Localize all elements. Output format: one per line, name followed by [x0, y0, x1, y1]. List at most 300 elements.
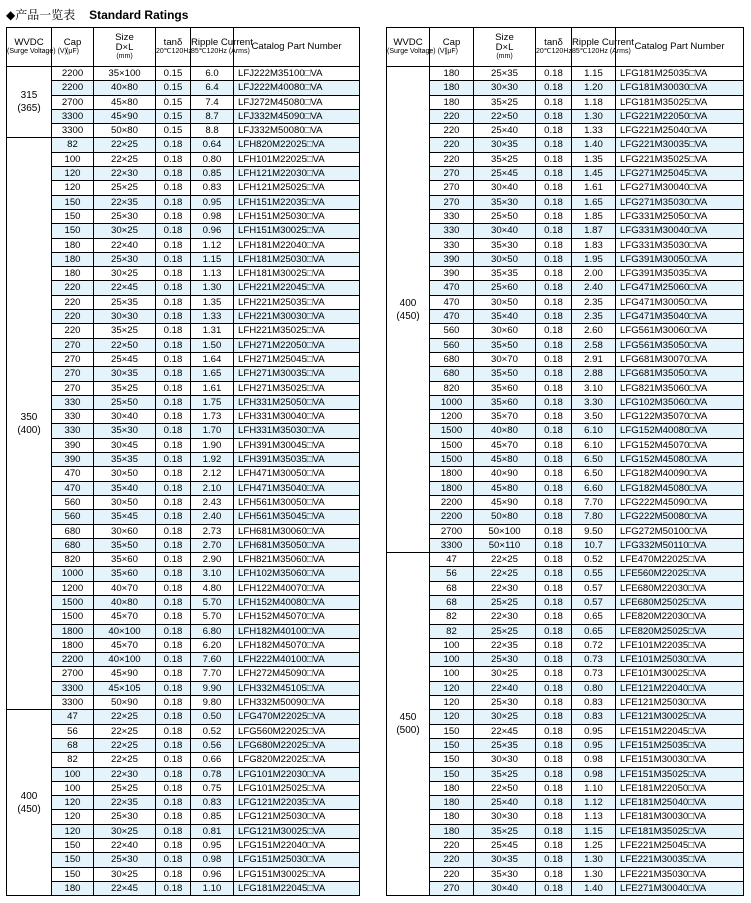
table-row [387, 338, 744, 352]
table-row [387, 681, 744, 695]
size-cell: 35×30 [474, 195, 536, 209]
table-row [387, 324, 744, 338]
cap-cell: 56 [52, 724, 94, 738]
size-cell: 22×30 [94, 167, 156, 181]
catalog-cell: LFG181M25035□VA [616, 67, 744, 81]
size-cell: 22×30 [94, 767, 156, 781]
size-cell: 40×80 [474, 424, 536, 438]
catalog-cell: LFG561M30060□VA [616, 324, 744, 338]
header-tan: tanδ 20℃120Hz [536, 28, 572, 67]
ripple-cell: 0.95 [572, 724, 616, 738]
size-cell: 35×45 [94, 510, 156, 524]
table-row [387, 138, 744, 152]
catalog-cell: LFH271M25045□VA [234, 352, 360, 366]
cap-cell: 1500 [52, 610, 94, 624]
ripple-cell: 0.95 [191, 839, 234, 853]
catalog-cell: LFG182M45080□VA [616, 481, 744, 495]
size-cell: 22×35 [474, 638, 536, 652]
size-cell: 25×30 [94, 853, 156, 867]
cap-cell: 1000 [52, 567, 94, 581]
table-row [387, 95, 744, 109]
catalog-cell: LFG561M35050□VA [616, 338, 744, 352]
tan-cell: 0.18 [156, 438, 191, 452]
table-row [7, 181, 360, 195]
size-cell: 25×45 [474, 167, 536, 181]
tan-cell: 0.18 [536, 209, 572, 223]
tan-cell: 0.18 [536, 395, 572, 409]
tan-cell: 0.18 [536, 767, 572, 781]
table-row [387, 310, 744, 324]
catalog-cell: LFH271M30035□VA [234, 367, 360, 381]
cap-cell: 1500 [430, 424, 474, 438]
cap-cell: 1200 [52, 581, 94, 595]
table-row [7, 867, 360, 881]
cap-cell: 120 [52, 796, 94, 810]
catalog-cell: LFG331M30040□VA [616, 224, 744, 238]
title-en: Standard Ratings [89, 8, 189, 22]
table-row [387, 781, 744, 795]
size-cell: 25×40 [474, 124, 536, 138]
catalog-cell: LFG332M50110□VA [616, 538, 744, 552]
ripple-cell: 1.25 [572, 839, 616, 853]
ripple-cell: 3.30 [572, 395, 616, 409]
tan-cell: 0.18 [156, 510, 191, 524]
cap-cell: 150 [430, 738, 474, 752]
tan-cell: 0.18 [536, 553, 572, 567]
size-cell: 35×25 [474, 824, 536, 838]
size-cell: 30×40 [474, 181, 536, 195]
ripple-cell: 1.20 [572, 81, 616, 95]
ripple-cell: 0.73 [572, 653, 616, 667]
cap-cell: 2700 [430, 524, 474, 538]
table-row [387, 510, 744, 524]
table-row [387, 453, 744, 467]
ripple-cell: 1.35 [572, 152, 616, 166]
tan-cell: 0.18 [536, 681, 572, 695]
catalog-cell: LFH181M25030□VA [234, 252, 360, 266]
table-row [7, 767, 360, 781]
table-row [7, 109, 360, 123]
table-row [387, 81, 744, 95]
table-row [387, 281, 744, 295]
ripple-cell: 0.98 [191, 853, 234, 867]
table-row [7, 81, 360, 95]
cap-cell: 270 [430, 167, 474, 181]
ripple-cell: 1.15 [191, 252, 234, 266]
catalog-cell: LFH222M40100□VA [234, 653, 360, 667]
table-row [7, 224, 360, 238]
catalog-cell: LFG151M25030□VA [234, 853, 360, 867]
catalog-cell: LFG221M35025□VA [616, 152, 744, 166]
catalog-cell: LFE151M35025□VA [616, 767, 744, 781]
tan-cell: 0.18 [156, 696, 191, 710]
table-row [7, 567, 360, 581]
cap-cell: 180 [430, 67, 474, 81]
size-cell: 22×35 [94, 796, 156, 810]
cap-cell: 180 [52, 252, 94, 266]
size-cell: 50×80 [94, 124, 156, 138]
catalog-cell: LFG151M22040□VA [234, 839, 360, 853]
cap-cell: 470 [52, 467, 94, 481]
catalog-cell: LFH101M22025□VA [234, 152, 360, 166]
ripple-cell: 5.70 [191, 610, 234, 624]
cap-cell: 150 [430, 724, 474, 738]
ripple-cell: 2.73 [191, 524, 234, 538]
ripple-cell: 1.13 [572, 810, 616, 824]
ripple-cell: 2.12 [191, 467, 234, 481]
catalog-cell: LFE181M22050□VA [616, 781, 744, 795]
tan-cell: 0.18 [156, 267, 191, 281]
catalog-cell: LFE221M30035□VA [616, 853, 744, 867]
wv-cell: 315 (365) [7, 67, 52, 138]
tan-cell: 0.18 [536, 738, 572, 752]
ripple-cell: 1.30 [191, 281, 234, 295]
catalog-cell: LFG560M22025□VA [234, 724, 360, 738]
size-cell: 30×30 [474, 810, 536, 824]
tan-cell: 0.18 [536, 352, 572, 366]
ripple-cell: 6.0 [191, 67, 234, 81]
size-cell: 40×90 [474, 467, 536, 481]
tan-cell: 0.18 [536, 252, 572, 266]
size-cell: 30×45 [94, 438, 156, 452]
size-cell: 45×105 [94, 681, 156, 695]
ratings-table-left [6, 27, 360, 896]
table-row [7, 581, 360, 595]
cap-cell: 2200 [52, 67, 94, 81]
table-row [387, 624, 744, 638]
catalog-cell: LFE680M25025□VA [616, 595, 744, 609]
wv-cell: 400 (450) [387, 67, 430, 553]
size-cell: 35×30 [474, 867, 536, 881]
tan-cell: 0.18 [156, 824, 191, 838]
cap-cell: 180 [52, 238, 94, 252]
cap-cell: 220 [430, 853, 474, 867]
header-catalog: Catalog Part Number [234, 28, 360, 67]
ripple-cell: 1.13 [191, 267, 234, 281]
size-cell: 25×50 [94, 395, 156, 409]
size-cell: 30×25 [94, 867, 156, 881]
cap-cell: 330 [430, 238, 474, 252]
ripple-cell: 2.60 [572, 324, 616, 338]
tan-cell: 0.18 [536, 810, 572, 824]
ripple-cell: 0.80 [572, 681, 616, 695]
header-cap: Cap (μF) [430, 28, 474, 67]
cap-cell: 180 [52, 267, 94, 281]
catalog-cell: LFH391M30045□VA [234, 438, 360, 452]
ripple-cell: 2.40 [191, 510, 234, 524]
catalog-cell: LFG221M22050□VA [616, 109, 744, 123]
cap-cell: 82 [430, 610, 474, 624]
table-row [387, 395, 744, 409]
cap-cell: 120 [52, 824, 94, 838]
table-row [387, 67, 744, 81]
catalog-cell: LFG271M35030□VA [616, 195, 744, 209]
ripple-cell: 10.7 [572, 538, 616, 552]
catalog-cell: LFG271M30040□VA [616, 181, 744, 195]
tan-cell: 0.18 [156, 681, 191, 695]
table-row [387, 738, 744, 752]
tan-cell: 0.18 [536, 881, 572, 895]
catalog-cell: LFH561M35045□VA [234, 510, 360, 524]
ripple-cell: 6.50 [572, 467, 616, 481]
size-cell: 40×100 [94, 624, 156, 638]
cap-cell: 47 [52, 710, 94, 724]
table-row [387, 553, 744, 567]
table-row [387, 367, 744, 381]
ripple-cell: 1.10 [191, 881, 234, 895]
ripple-cell: 2.40 [572, 281, 616, 295]
size-cell: 30×30 [94, 310, 156, 324]
ripple-cell: 2.88 [572, 367, 616, 381]
catalog-cell: LFG221M25040□VA [616, 124, 744, 138]
ripple-cell: 2.35 [572, 295, 616, 309]
tan-cell: 0.18 [536, 796, 572, 810]
tan-cell: 0.18 [536, 839, 572, 853]
table-row [7, 267, 360, 281]
catalog-cell: LFG272M50100□VA [616, 524, 744, 538]
tan-cell: 0.18 [156, 252, 191, 266]
size-cell: 25×35 [474, 738, 536, 752]
cap-cell: 220 [430, 138, 474, 152]
catalog-cell: LFH181M22040□VA [234, 238, 360, 252]
table-row [387, 867, 744, 881]
ripple-cell: 0.83 [191, 181, 234, 195]
cap-cell: 1800 [430, 481, 474, 495]
ripple-cell: 0.75 [191, 781, 234, 795]
size-cell: 22×25 [474, 553, 536, 567]
size-cell: 35×40 [474, 310, 536, 324]
catalog-cell: LFH681M35050□VA [234, 538, 360, 552]
tan-cell: 0.18 [536, 538, 572, 552]
table-row [7, 624, 360, 638]
size-cell: 40×80 [94, 595, 156, 609]
ripple-cell: 1.92 [191, 453, 234, 467]
table-row [7, 667, 360, 681]
catalog-cell: LFG222M50080□VA [616, 510, 744, 524]
cap-cell: 2200 [430, 510, 474, 524]
catalog-cell: LFG471M30050□VA [616, 295, 744, 309]
table-row [387, 881, 744, 895]
catalog-cell: LFE271M30040□VA [616, 881, 744, 895]
table-row [7, 95, 360, 109]
tan-cell: 0.18 [156, 224, 191, 238]
ripple-cell: 6.4 [191, 81, 234, 95]
cap-cell: 270 [430, 181, 474, 195]
size-cell: 45×80 [474, 453, 536, 467]
cap-cell: 270 [430, 195, 474, 209]
catalog-cell: LFH152M40080□VA [234, 595, 360, 609]
cap-cell: 56 [430, 567, 474, 581]
tan-cell: 0.18 [536, 624, 572, 638]
ripple-cell: 0.57 [572, 595, 616, 609]
ripple-cell: 1.85 [572, 209, 616, 223]
size-cell: 50×100 [474, 524, 536, 538]
table-row [7, 424, 360, 438]
tan-cell: 0.18 [536, 224, 572, 238]
cap-cell: 120 [430, 710, 474, 724]
catalog-cell: LFH332M50090□VA [234, 696, 360, 710]
cap-cell: 470 [430, 310, 474, 324]
tan-cell: 0.18 [536, 667, 572, 681]
cap-cell: 1800 [52, 624, 94, 638]
size-cell: 22×40 [474, 681, 536, 695]
size-cell: 30×35 [474, 853, 536, 867]
size-cell: 25×30 [94, 810, 156, 824]
ripple-cell: 6.10 [572, 424, 616, 438]
ripple-cell: 0.65 [572, 624, 616, 638]
table-row [7, 495, 360, 509]
size-cell: 22×45 [94, 881, 156, 895]
catalog-cell: LFH331M30040□VA [234, 410, 360, 424]
table-row [7, 653, 360, 667]
size-cell: 40×70 [94, 581, 156, 595]
table-row [7, 67, 360, 81]
catalog-cell: LFE151M25035□VA [616, 738, 744, 752]
size-cell: 22×50 [474, 781, 536, 795]
ripple-cell: 1.12 [572, 796, 616, 810]
tan-cell: 0.18 [536, 181, 572, 195]
table-row [7, 553, 360, 567]
ripple-cell: 1.18 [572, 95, 616, 109]
catalog-cell: LFJ222M35100□VA [234, 67, 360, 81]
wv-cell: 400 (450) [7, 710, 52, 896]
page-title [6, 5, 188, 25]
ripple-cell: 2.91 [572, 352, 616, 366]
table-row [387, 224, 744, 238]
cap-cell: 47 [430, 553, 474, 567]
size-cell: 35×40 [94, 481, 156, 495]
size-cell: 35×30 [94, 424, 156, 438]
catalog-cell: LFH181M30025□VA [234, 267, 360, 281]
catalog-cell: LFE121M25030□VA [616, 696, 744, 710]
cap-cell: 270 [52, 367, 94, 381]
cap-cell: 3300 [52, 696, 94, 710]
cap-cell: 120 [430, 681, 474, 695]
ripple-cell: 1.65 [191, 367, 234, 381]
ripple-cell: 9.50 [572, 524, 616, 538]
size-cell: 22×25 [94, 138, 156, 152]
size-cell: 35×70 [474, 410, 536, 424]
table-row [387, 567, 744, 581]
header-ripple: Ripple Current 85℃120Hz (Arms) [572, 28, 616, 67]
ripple-cell: 1.30 [572, 853, 616, 867]
tan-cell: 0.18 [156, 867, 191, 881]
size-cell: 22×25 [94, 710, 156, 724]
table-row [387, 696, 744, 710]
size-cell: 30×30 [474, 81, 536, 95]
size-cell: 30×25 [474, 667, 536, 681]
tan-cell: 0.18 [536, 138, 572, 152]
tan-cell: 0.18 [156, 167, 191, 181]
catalog-cell: LFE221M25045□VA [616, 839, 744, 853]
header-size: Size D×L (mm) [474, 28, 536, 67]
catalog-cell: LFG151M30025□VA [234, 867, 360, 881]
wv-cell: 350 (400) [7, 138, 52, 710]
tan-cell: 0.18 [536, 310, 572, 324]
size-cell: 25×25 [94, 781, 156, 795]
cap-cell: 82 [430, 624, 474, 638]
table-row [387, 181, 744, 195]
cap-cell: 3300 [430, 538, 474, 552]
cap-cell: 560 [430, 324, 474, 338]
catalog-cell: LFE820M25025□VA [616, 624, 744, 638]
table-row [7, 167, 360, 181]
table-row [7, 724, 360, 738]
catalog-cell: LFG331M35030□VA [616, 238, 744, 252]
size-cell: 30×40 [474, 881, 536, 895]
table-row [387, 267, 744, 281]
ripple-cell: 0.98 [191, 209, 234, 223]
size-cell: 30×40 [94, 410, 156, 424]
size-cell: 30×70 [474, 352, 536, 366]
cap-cell: 2700 [52, 95, 94, 109]
ripple-cell: 2.90 [191, 553, 234, 567]
table-row [387, 839, 744, 853]
catalog-cell: LFH471M30050□VA [234, 467, 360, 481]
ripple-cell: 6.50 [572, 453, 616, 467]
catalog-cell: LFH561M30050□VA [234, 495, 360, 509]
tan-cell: 0.18 [156, 338, 191, 352]
tan-cell: 0.18 [156, 553, 191, 567]
catalog-cell: LFH331M25050□VA [234, 395, 360, 409]
table-row [7, 824, 360, 838]
ripple-cell: 1.83 [572, 238, 616, 252]
ripple-cell: 0.57 [572, 581, 616, 595]
cap-cell: 270 [52, 381, 94, 395]
ripple-cell: 6.20 [191, 638, 234, 652]
tan-cell: 0.18 [536, 524, 572, 538]
cap-cell: 680 [430, 352, 474, 366]
ripple-cell: 0.83 [572, 710, 616, 724]
table-row [387, 495, 744, 509]
tan-cell: 0.18 [156, 810, 191, 824]
size-cell: 22×25 [94, 753, 156, 767]
tan-cell: 0.18 [156, 581, 191, 595]
ripple-cell: 1.15 [572, 67, 616, 81]
tan-cell: 0.18 [156, 524, 191, 538]
cap-cell: 680 [430, 367, 474, 381]
ripple-cell: 0.64 [191, 138, 234, 152]
size-cell: 25×30 [94, 209, 156, 223]
catalog-cell: LFG121M22035□VA [234, 796, 360, 810]
size-cell: 35×60 [474, 395, 536, 409]
ripple-cell: 1.64 [191, 352, 234, 366]
size-cell: 50×80 [474, 510, 536, 524]
size-cell: 35×30 [474, 238, 536, 252]
size-cell: 35×25 [94, 381, 156, 395]
catalog-cell: LFG102M35060□VA [616, 395, 744, 409]
tan-cell: 0.18 [156, 710, 191, 724]
table-row [387, 252, 744, 266]
cap-cell: 330 [52, 410, 94, 424]
cap-cell: 220 [52, 281, 94, 295]
catalog-cell: LFH332M45105□VA [234, 681, 360, 695]
table-row [387, 467, 744, 481]
tan-cell: 0.18 [536, 410, 572, 424]
tan-cell: 0.15 [156, 67, 191, 81]
ripple-cell: 1.87 [572, 224, 616, 238]
table-row [387, 410, 744, 424]
ripple-cell: 3.10 [191, 567, 234, 581]
cap-cell: 390 [430, 267, 474, 281]
table-row [387, 853, 744, 867]
catalog-cell: LFH271M22050□VA [234, 338, 360, 352]
catalog-cell: LFG181M22045□VA [234, 881, 360, 895]
catalog-cell: LFG471M25060□VA [616, 281, 744, 295]
tan-cell: 0.18 [156, 395, 191, 409]
tan-cell: 0.18 [536, 424, 572, 438]
catalog-cell: LFG121M30025□VA [234, 824, 360, 838]
